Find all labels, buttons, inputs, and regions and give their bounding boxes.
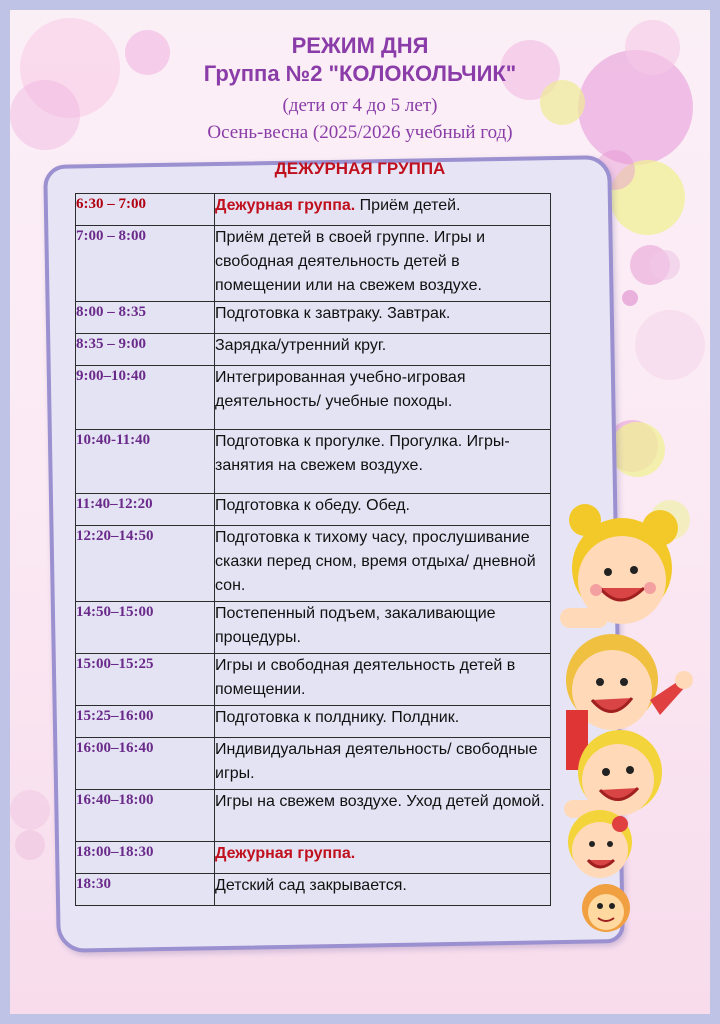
header <box>10 32 710 146</box>
kid-face-icon <box>560 504 678 628</box>
activity-text: Интегрированная учебно-игровая деятельность/ учебные походы. <box>215 369 466 410</box>
decor-bubble <box>10 790 50 830</box>
activity-text: Приём детей. <box>355 197 461 214</box>
schedule-time: 16:00–16:40 <box>76 738 215 790</box>
schedule-time: 15:25–16:00 <box>76 706 215 738</box>
schedule-activity <box>215 334 551 366</box>
activity-text: Подготовка к обеду. Обед. <box>215 497 410 514</box>
schedule-activity <box>215 706 551 738</box>
schedule-time: 7:00 – 8:00 <box>76 226 215 302</box>
subtitle-wrap <box>0 157 720 181</box>
activity-text: Зарядка/утренний круг. <box>215 337 387 354</box>
schedule-time: 18:00–18:30 <box>76 842 215 874</box>
schedule-row <box>76 194 551 226</box>
decor-bubble <box>635 310 705 380</box>
activity-text: Подготовка к полднику. Полдник. <box>215 709 460 726</box>
schedule-activity <box>215 874 551 906</box>
schedule-row <box>76 874 551 906</box>
decor-bubble <box>15 830 45 860</box>
activity-text: Подготовка к завтраку. Завтрак. <box>215 305 451 322</box>
schedule-time: 8:35 – 9:00 <box>76 334 215 366</box>
schedule-activity <box>215 842 551 874</box>
schedule-activity <box>215 366 551 430</box>
decor-bubble <box>622 290 638 306</box>
schedule-time: 9:00–10:40 <box>76 366 215 430</box>
schedule-row <box>76 654 551 706</box>
schedule-activity <box>215 526 551 602</box>
schedule-activity <box>215 790 551 842</box>
activity-text: Постепенный подъем, закаливающие процедуры. <box>215 605 496 646</box>
group-name: Группа №2 "КОЛОКОЛЬЧИК" <box>203 61 517 86</box>
schedule-row <box>76 494 551 526</box>
schedule-time: 12:20–14:50 <box>76 526 215 602</box>
activity-text: Детский сад закрывается. <box>215 877 407 894</box>
activity-text: Приём детей в своей группе. Игры и свободная деятельность детей в помещении или на свежем воздухе. <box>215 229 486 294</box>
schedule-activity <box>215 494 551 526</box>
schedule-time: 16:40–18:00 <box>76 790 215 842</box>
school-year: Осень-весна (2025/2026 учебный год) <box>207 122 513 143</box>
duty-group-subtitle: ДЕЖУРНАЯ ГРУППА <box>274 159 446 178</box>
activity-text: Подготовка к тихому часу, прослушивание сказки перед сном, время отдыха/ дневной сон. <box>215 529 536 594</box>
schedule-time: 14:50–15:00 <box>76 602 215 654</box>
schedule-time: 11:40–12:20 <box>76 494 215 526</box>
schedule-row <box>76 706 551 738</box>
activity-text: Игры и свободная деятельность детей в помещении. <box>215 657 516 698</box>
page-title: РЕЖИМ ДНЯ <box>291 33 429 58</box>
schedule-row <box>76 366 551 430</box>
schedule-row <box>76 602 551 654</box>
activity-text: Игры на свежем воздухе. Уход детей домой. <box>215 793 545 810</box>
activity-text: Индивидуальная деятельность/ свободные игры. <box>215 741 538 782</box>
schedule-row <box>76 790 551 842</box>
duty-group-label: Дежурная группа. <box>215 197 356 214</box>
schedule-time: 8:00 – 8:35 <box>76 302 215 334</box>
schedule-row <box>76 842 551 874</box>
schedule-row <box>76 430 551 494</box>
schedule-activity <box>215 738 551 790</box>
schedule-time: 18:30 <box>76 874 215 906</box>
schedule-row <box>76 302 551 334</box>
decor-bubble <box>610 422 665 477</box>
schedule-time: 10:40-11:40 <box>76 430 215 494</box>
kid-face-icon <box>568 810 632 878</box>
schedule-activity <box>215 226 551 302</box>
cat-face-icon <box>582 884 630 932</box>
schedule-row <box>76 226 551 302</box>
duty-group-label: Дежурная группа. <box>215 845 356 862</box>
schedule-activity <box>215 602 551 654</box>
schedule-activity <box>215 194 551 226</box>
activity-text: Подготовка к прогулке. Прогулка. Игры-занятия на свежем воздухе. <box>215 433 510 474</box>
schedule-row <box>76 334 551 366</box>
schedule-table <box>75 193 551 906</box>
schedule-activity <box>215 430 551 494</box>
schedule-row <box>76 526 551 602</box>
schedule-time: 6:30 – 7:00 <box>76 194 215 226</box>
decor-bubble <box>650 250 680 280</box>
schedule-row <box>76 738 551 790</box>
age-range: (дети от 4 до 5 лет) <box>282 95 438 116</box>
schedule-time: 15:00–15:25 <box>76 654 215 706</box>
schedule-activity <box>215 302 551 334</box>
schedule-activity <box>215 654 551 706</box>
kids-illustration <box>560 500 720 940</box>
